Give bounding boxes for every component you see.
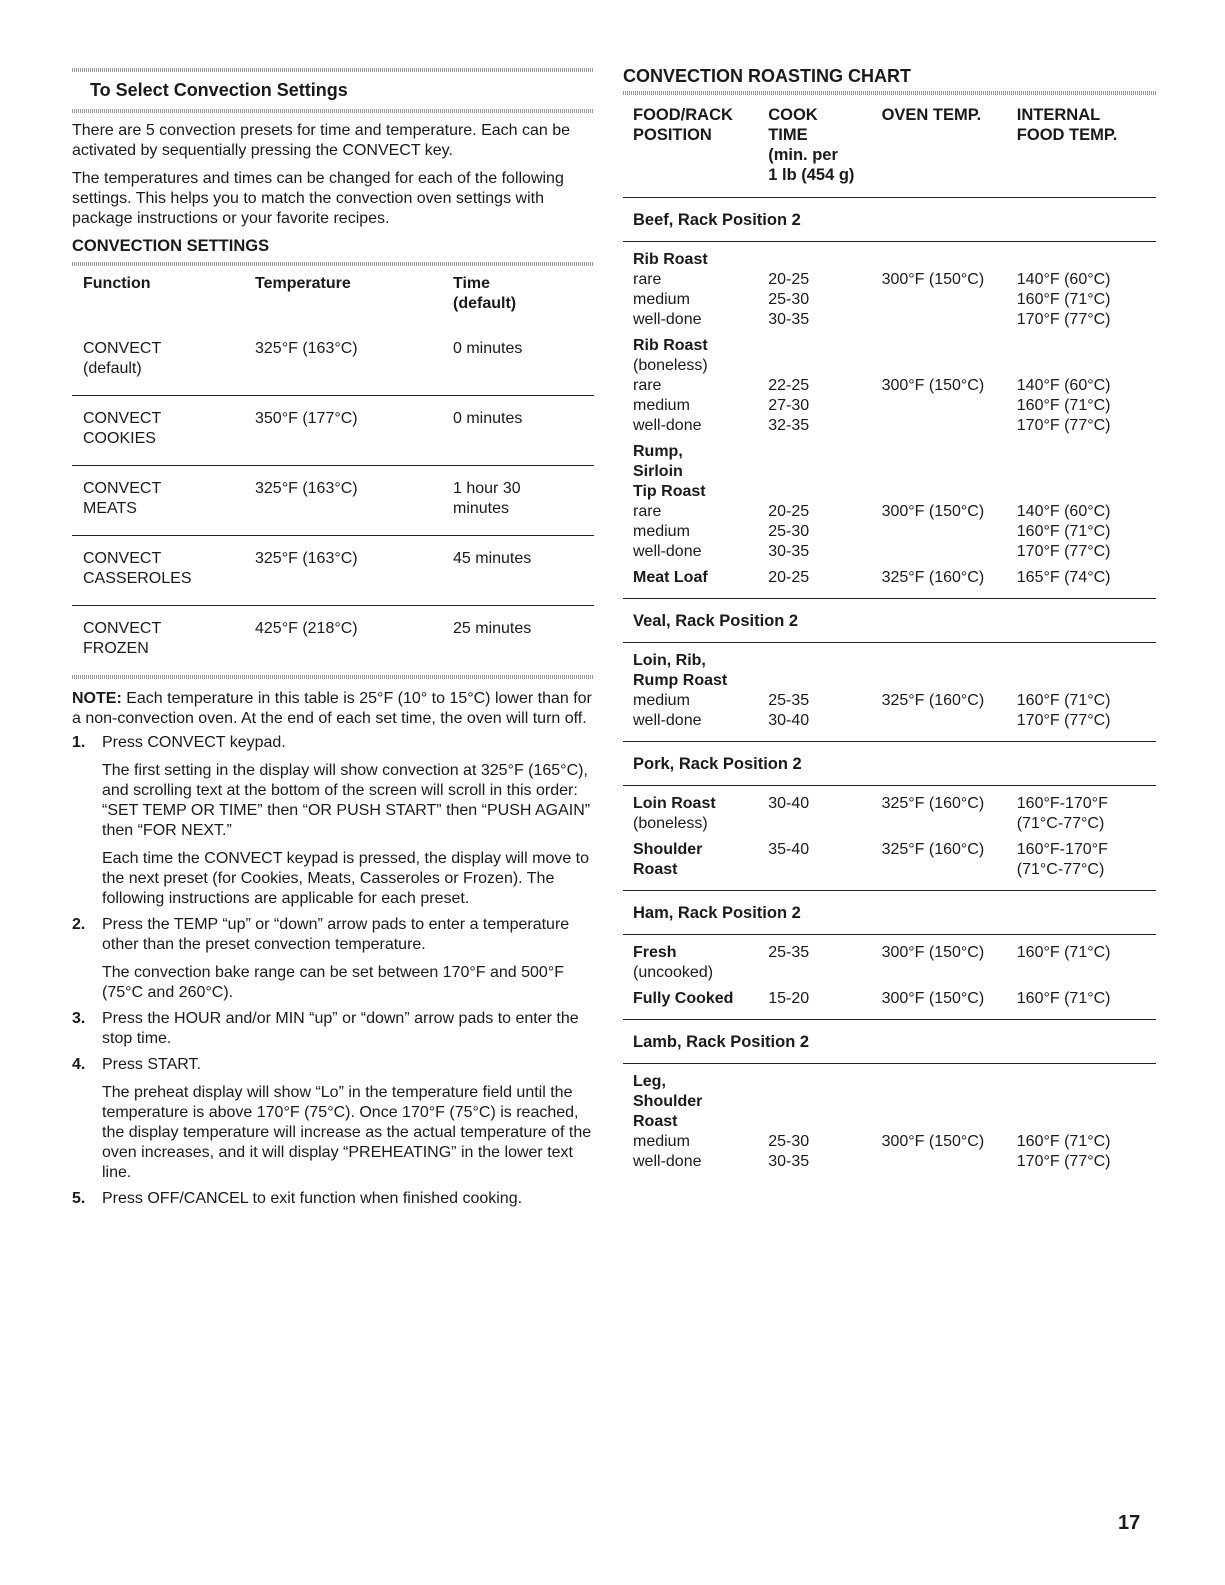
chart-row [633, 963, 1156, 983]
chart-row [633, 396, 1156, 416]
time-cell: 15-20 [768, 990, 810, 1007]
step-text: Press OFF/CANCEL to exit function when finished cooking. [102, 1190, 523, 1207]
time-cell: 25-35 [768, 692, 810, 709]
oven-cell [882, 250, 1017, 270]
food-cell: well-done [633, 712, 702, 729]
group-title: Lamb, Rack Position 2 [623, 1020, 1156, 1064]
internal-cell: 140°F (60°C) [1016, 503, 1111, 520]
chart-row [633, 794, 1156, 814]
header-line: OVEN TEMP. [881, 106, 982, 124]
chart-row [633, 671, 1156, 691]
step-text: Press the TEMP “up” or “down” arrow pads to enter a temperature other than the preset convection temperature. [102, 916, 570, 953]
group-title: Ham, Rack Position 2 [623, 891, 1156, 935]
note-text: Each temperature in this table is 25°F (10° to 15°C) lower than for a non-convection oven. At the end of each set time, the oven will turn off. [72, 690, 592, 727]
oven-cell [882, 860, 1017, 880]
group-body [623, 935, 1156, 1020]
chart-row [633, 860, 1156, 880]
food-cell: Rib Roast [633, 337, 708, 354]
chart-row [633, 691, 1156, 711]
oven-cell: 300°F (150°C) [881, 990, 985, 1007]
setting-function-text: CONVECT FROZEN [83, 620, 161, 657]
internal-cell: 165°F (74°C) [1016, 569, 1111, 586]
instruction-steps [72, 733, 594, 1209]
time-cell [768, 356, 881, 376]
oven-cell [882, 522, 1017, 542]
step-text: Press START. [102, 1056, 201, 1073]
time-cell [768, 1092, 881, 1112]
time-cell [768, 336, 881, 356]
settings-bottom-rule [72, 675, 594, 679]
setting-time-text: 1 hour 30 minutes [453, 480, 521, 517]
internal-cell [1017, 1072, 1156, 1092]
internal-cell: 140°F (60°C) [1016, 271, 1111, 288]
setting-temperature: 425°F (218°C) [255, 620, 358, 637]
setting-function [72, 326, 255, 396]
internal-cell: 160°F (71°C) [1016, 397, 1111, 414]
internal-cell [1017, 1112, 1156, 1132]
oven-cell [882, 396, 1017, 416]
time-cell [768, 1072, 881, 1092]
food-cell: medium [633, 692, 690, 709]
chart-row [633, 651, 1156, 671]
internal-cell [1017, 250, 1156, 270]
step-item [72, 733, 594, 909]
time-cell: 32-35 [768, 417, 810, 434]
internal-cell: 170°F (77°C) [1016, 417, 1111, 434]
step-number: 5. [72, 1190, 86, 1207]
time-cell: 35-40 [768, 841, 810, 858]
setting-time [453, 536, 594, 606]
chart-row [633, 568, 1156, 588]
step-number: 4. [72, 1056, 86, 1073]
food-cell: well-done [633, 1153, 702, 1170]
top-rule [72, 68, 594, 72]
header-line: FOOD/RACK [633, 106, 733, 124]
oven-cell: 300°F (150°C) [881, 377, 985, 394]
title-rule [72, 109, 594, 113]
setting-time [453, 606, 594, 676]
oven-cell [882, 671, 1017, 691]
header-line: TIME [768, 126, 808, 144]
chart-row [633, 522, 1156, 542]
chart-row [633, 270, 1156, 290]
time-cell [768, 462, 881, 482]
setting-function [72, 466, 255, 536]
intro-paragraph-2: The temperatures and times can be changed for each of the following settings. This helps you to match the convection oven settings with package instructions or your favorite recipes. [72, 170, 564, 227]
internal-cell: 160°F-170°F [1016, 795, 1108, 812]
step-text: Each time the CONVECT keypad is pressed, the display will move to the next preset (for Cookies, Meats, Casseroles or Frozen). The following instructions are applicable for each preset. [102, 850, 590, 907]
header-cook-time [768, 105, 881, 185]
time-cell: 27-30 [768, 397, 810, 414]
chart-row [633, 840, 1156, 860]
step-text: Press the HOUR and/or MIN “up” or “down” arrow pads to enter the stop time. [102, 1010, 579, 1047]
oven-cell [882, 482, 1017, 502]
time-cell: 25-30 [768, 291, 810, 308]
step-number: 3. [72, 1010, 86, 1027]
page-number: 17 [1118, 1512, 1141, 1534]
oven-cell [882, 651, 1017, 671]
chart-row [633, 310, 1156, 330]
setting-time [453, 466, 594, 536]
chart-row [633, 442, 1156, 462]
settings-row [72, 326, 594, 396]
group-title: Pork, Rack Position 2 [623, 742, 1156, 786]
food-cell: Roast [633, 861, 678, 878]
internal-cell: 170°F (77°C) [1016, 311, 1111, 328]
setting-function [72, 606, 255, 676]
setting-function-text: CONVECT COOKIES [83, 410, 161, 447]
header-temperature: Temperature [255, 275, 351, 292]
header-function: Function [83, 275, 151, 292]
time-cell: 30-40 [768, 795, 810, 812]
internal-cell [1017, 462, 1156, 482]
header-line: 1 lb (454 g) [768, 166, 855, 184]
food-cell: (boneless) [633, 815, 708, 832]
select-settings-title: To Select Convection Settings [90, 80, 348, 100]
time-cell [768, 671, 881, 691]
internal-cell: 140°F (60°C) [1016, 377, 1111, 394]
internal-cell: 170°F (77°C) [1016, 1153, 1111, 1170]
time-cell: 22-25 [768, 377, 810, 394]
oven-cell: 325°F (160°C) [881, 569, 985, 586]
chart-row [633, 943, 1156, 963]
header-food-rack [633, 105, 768, 185]
internal-cell: 160°F (71°C) [1016, 1133, 1111, 1150]
food-cell: medium [633, 1133, 690, 1150]
food-cell: well-done [633, 543, 702, 560]
oven-cell [882, 711, 1017, 731]
internal-cell: 160°F (71°C) [1016, 523, 1111, 540]
internal-cell: 160°F (71°C) [1016, 291, 1111, 308]
time-cell [768, 963, 881, 983]
header-line: POSITION [633, 126, 712, 144]
internal-cell: 160°F (71°C) [1016, 990, 1111, 1007]
header-line: COOK [768, 106, 818, 124]
time-cell: 30-35 [768, 311, 810, 328]
time-cell: 20-25 [768, 569, 810, 586]
settings-row [72, 536, 594, 606]
setting-temperature: 325°F (163°C) [255, 326, 453, 396]
internal-cell [1017, 442, 1156, 462]
food-cell: rare [633, 271, 662, 288]
right-column [623, 66, 1156, 1182]
convection-settings-table [72, 266, 594, 675]
setting-temperature: 325°F (163°C) [255, 466, 453, 536]
food-cell: medium [633, 523, 690, 540]
settings-row [72, 606, 594, 676]
step-text: The convection bake range can be set between 170°F and 500°F (75°C and 260°C). [102, 964, 564, 1001]
internal-cell: 160°F (71°C) [1016, 692, 1111, 709]
setting-function-text: CONVECT MEATS [83, 480, 161, 517]
setting-time-text: 45 minutes [453, 550, 532, 567]
oven-cell [882, 336, 1017, 356]
chart-row [633, 290, 1156, 310]
food-cell: well-done [633, 417, 702, 434]
oven-cell [882, 442, 1017, 462]
setting-time-text: 0 minutes [453, 340, 523, 357]
internal-cell: (71°C-77°C) [1016, 861, 1105, 878]
roasting-chart-title: CONVECTION ROASTING CHART [623, 66, 911, 86]
oven-cell [882, 814, 1017, 834]
setting-temperature: 350°F (177°C) [255, 396, 453, 466]
food-cell: medium [633, 291, 690, 308]
internal-cell [1017, 482, 1156, 502]
time-cell [768, 250, 881, 270]
internal-cell: (71°C-77°C) [1016, 815, 1105, 832]
settings-header-row [72, 266, 594, 326]
chart-row [633, 1092, 1156, 1112]
group-body [623, 1064, 1156, 1182]
setting-time-text: 0 minutes [453, 410, 523, 427]
internal-cell [1017, 356, 1156, 376]
time-cell [768, 860, 881, 880]
food-cell: Roast [633, 1113, 678, 1130]
internal-cell [1017, 1092, 1156, 1112]
oven-cell: 325°F (160°C) [881, 841, 985, 858]
settings-row [72, 396, 594, 466]
oven-cell [882, 963, 1017, 983]
food-cell: Meat Loaf [633, 569, 708, 586]
food-cell: medium [633, 397, 690, 414]
setting-function-text: CONVECT CASSEROLES [83, 550, 192, 587]
food-cell: Loin Roast [633, 795, 716, 812]
oven-cell: 300°F (150°C) [881, 944, 985, 961]
oven-cell: 300°F (150°C) [881, 1133, 985, 1150]
time-cell: 30-35 [768, 1153, 810, 1170]
food-cell: Shoulder [633, 841, 703, 858]
food-cell: Leg, [633, 1073, 666, 1090]
group-title: Veal, Rack Position 2 [623, 599, 1156, 643]
header-line: INTERNAL [1016, 106, 1101, 124]
food-cell: Shoulder [633, 1093, 703, 1110]
setting-time [453, 396, 594, 466]
food-cell: rare [633, 503, 662, 520]
header-internal-temp [1017, 105, 1156, 185]
chart-row [633, 356, 1156, 376]
step-item [72, 1189, 594, 1209]
oven-cell [882, 542, 1017, 562]
setting-function [72, 536, 255, 606]
group-body [623, 643, 1156, 742]
oven-cell: 300°F (150°C) [881, 271, 985, 288]
oven-cell: 325°F (160°C) [881, 795, 985, 812]
chart-row [633, 336, 1156, 356]
oven-cell [882, 1112, 1017, 1132]
time-cell [768, 814, 881, 834]
food-cell: Fresh [633, 944, 677, 961]
oven-cell [882, 1072, 1017, 1092]
food-cell: Loin, Rib, [633, 652, 706, 669]
time-cell [768, 442, 881, 462]
chart-row [633, 1132, 1156, 1152]
header-line: (min. per [768, 146, 838, 164]
time-cell [768, 1112, 881, 1132]
step-item [72, 915, 594, 1003]
header-line: FOOD TEMP. [1016, 126, 1118, 144]
header-oven-temp [882, 105, 1017, 185]
note [72, 689, 594, 729]
time-cell: 25-30 [768, 1133, 810, 1150]
time-cell: 20-25 [768, 503, 810, 520]
time-cell: 30-40 [768, 712, 810, 729]
chart-groups [623, 198, 1156, 1182]
group-body [623, 786, 1156, 891]
setting-time [453, 326, 594, 396]
step-text: Press CONVECT keypad. [102, 734, 286, 751]
chart-row [633, 814, 1156, 834]
oven-cell [882, 290, 1017, 310]
time-cell: 25-30 [768, 523, 810, 540]
internal-cell: 170°F (77°C) [1016, 712, 1111, 729]
oven-cell [882, 1092, 1017, 1112]
chart-row [633, 711, 1156, 731]
settings-row [72, 466, 594, 536]
intro-paragraph-1: There are 5 convection presets for time and temperature. Each can be activated by sequentially pressing the CONVECT key. [72, 122, 571, 159]
oven-cell: 325°F (160°C) [881, 692, 985, 709]
chart-row [633, 250, 1156, 270]
chart-header [623, 95, 1156, 197]
food-cell: rare [633, 377, 662, 394]
settings-table-title: CONVECTION SETTINGS [72, 237, 270, 255]
step-text: The preheat display will show “Lo” in the temperature field until the temperature is above 170°F (75°C). Once 170°F (75°C) is reached, the display temperature will increase as the actual temperature of the oven increases, and it will display “PREHEATING” in the lower text line. [102, 1084, 592, 1181]
group-title: Beef, Rack Position 2 [623, 198, 1156, 242]
step-text: The first setting in the display will show convection at 325°F (165°C), and scrolling text at the bottom of the screen will scroll in this order: “SET TEMP OR TIME” then “OR PUSH START” then “PUSH AGAIN” then “FOR NEXT.” [102, 762, 591, 839]
food-cell: (uncooked) [633, 964, 714, 981]
step-number: 2. [72, 916, 86, 933]
chart-row [633, 462, 1156, 482]
food-cell: Rump, [633, 443, 683, 460]
food-cell: Rump Roast [633, 672, 728, 689]
internal-cell: 160°F-170°F [1016, 841, 1108, 858]
step-number: 1. [72, 734, 86, 751]
time-cell [768, 651, 881, 671]
chart-row [633, 482, 1156, 502]
chart-row [633, 1112, 1156, 1132]
time-cell: 25-35 [768, 944, 810, 961]
oven-cell: 300°F (150°C) [881, 503, 985, 520]
internal-cell [1017, 651, 1156, 671]
chart-row [633, 542, 1156, 562]
time-cell [768, 482, 881, 502]
chart-row [633, 1152, 1156, 1172]
internal-cell: 170°F (77°C) [1016, 543, 1111, 560]
chart-row [633, 376, 1156, 396]
setting-function-text: CONVECT (default) [83, 340, 161, 377]
internal-cell [1017, 336, 1156, 356]
internal-cell [1017, 671, 1156, 691]
chart-row [633, 416, 1156, 436]
chart-row [633, 1072, 1156, 1092]
step-item [72, 1009, 594, 1049]
setting-temperature: 325°F (163°C) [255, 536, 453, 606]
oven-cell [882, 1152, 1017, 1172]
food-cell: Fully Cooked [633, 990, 734, 1007]
oven-cell [882, 356, 1017, 376]
left-column [72, 68, 594, 1215]
setting-time-text: 25 minutes [453, 620, 532, 637]
group-body [623, 242, 1156, 599]
food-cell: Tip Roast [633, 483, 706, 500]
oven-cell [882, 462, 1017, 482]
header-time: Time (default) [453, 275, 517, 312]
internal-cell: 160°F (71°C) [1016, 944, 1111, 961]
internal-cell [1017, 963, 1156, 983]
chart-row [633, 502, 1156, 522]
food-cell: Rib Roast [633, 251, 708, 268]
time-cell: 20-25 [768, 271, 810, 288]
food-cell: (boneless) [633, 357, 708, 374]
chart-row [633, 989, 1156, 1009]
time-cell: 30-35 [768, 543, 810, 560]
food-cell: Sirloin [633, 463, 683, 480]
note-label: NOTE: [72, 690, 122, 707]
food-cell: well-done [633, 311, 702, 328]
setting-function [72, 396, 255, 466]
oven-cell [882, 310, 1017, 330]
oven-cell [882, 416, 1017, 436]
step-item [72, 1055, 594, 1183]
